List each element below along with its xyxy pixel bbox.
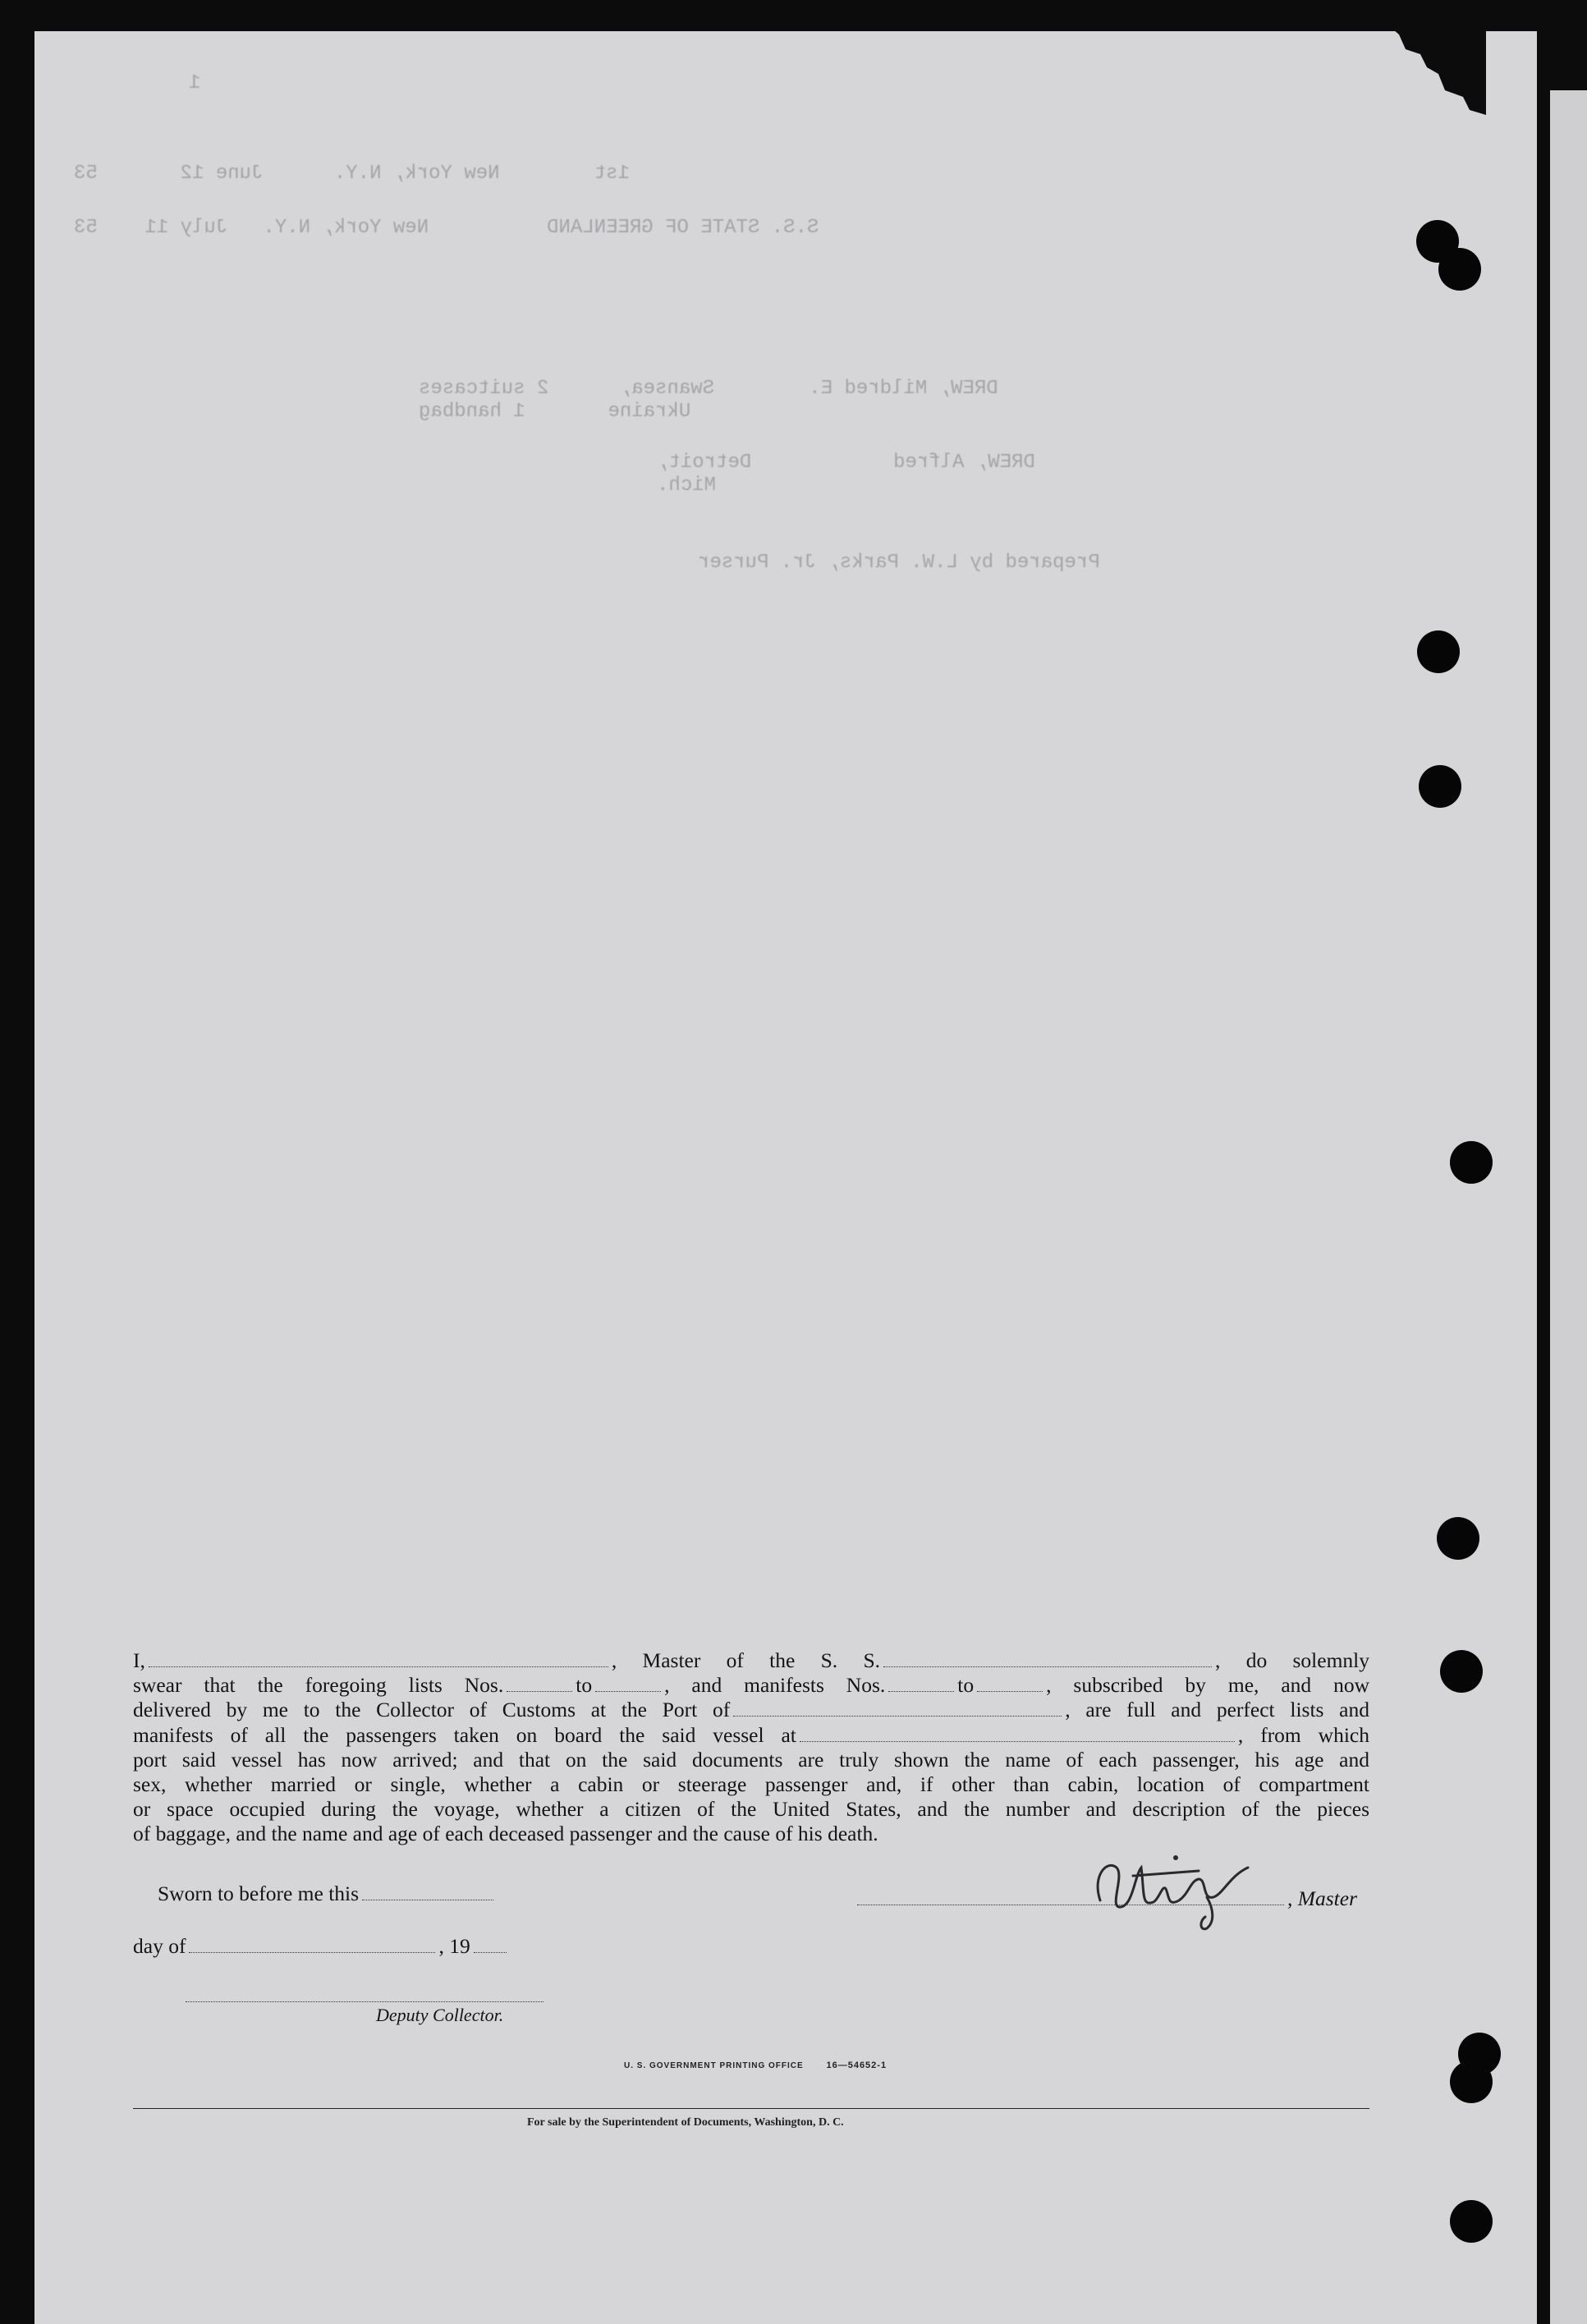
oath-text: , subscribed by me, and now xyxy=(1046,1673,1369,1698)
bleed-through-line: Ukraine 1 handbag xyxy=(419,401,975,423)
adjacent-page-edge xyxy=(1550,90,1587,2324)
punch-hole xyxy=(1419,765,1461,808)
port-blank xyxy=(733,1701,1062,1717)
ship-name-blank xyxy=(883,1652,1212,1667)
oath-text: , from which xyxy=(1237,1722,1370,1747)
oath-text: , Master of the S. S. xyxy=(611,1648,881,1672)
oath-line xyxy=(133,1648,1369,1673)
sworn-label: Sworn to before me this xyxy=(158,1882,360,1905)
day-of-row xyxy=(133,1934,510,1959)
oath-line: port said vessel has now arrived; and that on the said documents are truly shown the name of each passenger, his age and xyxy=(133,1747,1369,1772)
bleed-through-line: Mich. xyxy=(657,474,1000,497)
oath-text: swear that the foregoing lists Nos. xyxy=(133,1673,504,1698)
oath-line: sex, whether married or single, whether a cabin or steerage passenger and, if other than cabin, location of compartment xyxy=(133,1772,1369,1797)
punch-hole xyxy=(1438,248,1481,291)
bleed-through-line: S.S. STATE OF GREENLAND New York, N.Y. July 11 53 xyxy=(74,217,819,239)
oath-text: , are full and perfect lists and xyxy=(1065,1698,1369,1722)
year-blank xyxy=(474,1937,507,1953)
oath-line xyxy=(133,1698,1369,1722)
oath-text: , and manifests Nos. xyxy=(664,1673,886,1698)
punch-hole xyxy=(1450,1141,1493,1184)
list-from-blank xyxy=(507,1676,572,1692)
master-signature xyxy=(1084,1843,1273,1933)
year-prefix: , 19 xyxy=(438,1934,470,1958)
bleed-through-line: Prepared by L.W. Parks, Jr. Purser xyxy=(698,552,1100,574)
oath-line xyxy=(133,1673,1369,1698)
bleed-through-line: DREW, Mildred E. Swansea, 2 suitcases xyxy=(419,378,998,400)
bleed-through-line: 1 xyxy=(189,72,201,94)
deputy-collector-label: Deputy Collector. xyxy=(376,2005,504,2025)
master-name-blank xyxy=(149,1652,608,1667)
oath-text: delivered by me to the Collector of Customs at the Port of xyxy=(133,1698,731,1722)
footer-rule xyxy=(133,2108,1369,2109)
manifest-from-blank xyxy=(888,1676,954,1692)
form-number: 16—54652-1 xyxy=(826,2060,888,2070)
oath-line: or space occupied during the voyage, whether a citizen of the United States, and the number and description of the pieces xyxy=(133,1797,1369,1822)
bleed-through-line: 1st New York, N.Y. June 12 53 xyxy=(74,163,630,185)
sworn-day-blank xyxy=(362,1885,493,1900)
day-of-blank xyxy=(189,1937,435,1953)
sale-notice: For sale by the Superintendent of Documents, Washington, D. C. xyxy=(527,2116,844,2129)
manifest-to-blank xyxy=(977,1676,1043,1692)
oath-text: manifests of all the passengers taken on board the said vessel at xyxy=(133,1722,796,1747)
punch-hole xyxy=(1417,630,1460,673)
list-to-blank xyxy=(595,1676,661,1692)
printing-office-line xyxy=(624,2060,887,2070)
embark-port-blank xyxy=(800,1726,1235,1742)
punch-hole xyxy=(1450,2060,1493,2103)
oath-line xyxy=(133,1723,1369,1748)
punch-hole xyxy=(1440,1650,1483,1693)
torn-corner xyxy=(1387,25,1486,115)
master-label: , Master xyxy=(1287,1886,1357,1910)
bleed-through-line: DREW, Alfred Detroit, xyxy=(657,452,1035,474)
form-page xyxy=(34,31,1537,2324)
oath-text: I, xyxy=(133,1648,145,1672)
deputy-signature-line xyxy=(186,2001,544,2002)
oath-line: of baggage, and the name and age of each deceased passenger and the cause of his death. xyxy=(133,1822,878,1846)
punch-hole xyxy=(1437,1517,1479,1560)
punch-hole xyxy=(1450,2200,1493,2243)
printing-office: U. S. GOVERNMENT PRINTING OFFICE xyxy=(624,2061,804,2070)
master-oath xyxy=(133,1648,1369,1847)
oath-text: , do solemnly xyxy=(1215,1648,1369,1672)
sworn-row xyxy=(158,1882,497,1906)
oath-text: to xyxy=(957,1673,975,1698)
day-of-label: day of xyxy=(133,1934,186,1958)
oath-text: to xyxy=(576,1673,593,1698)
